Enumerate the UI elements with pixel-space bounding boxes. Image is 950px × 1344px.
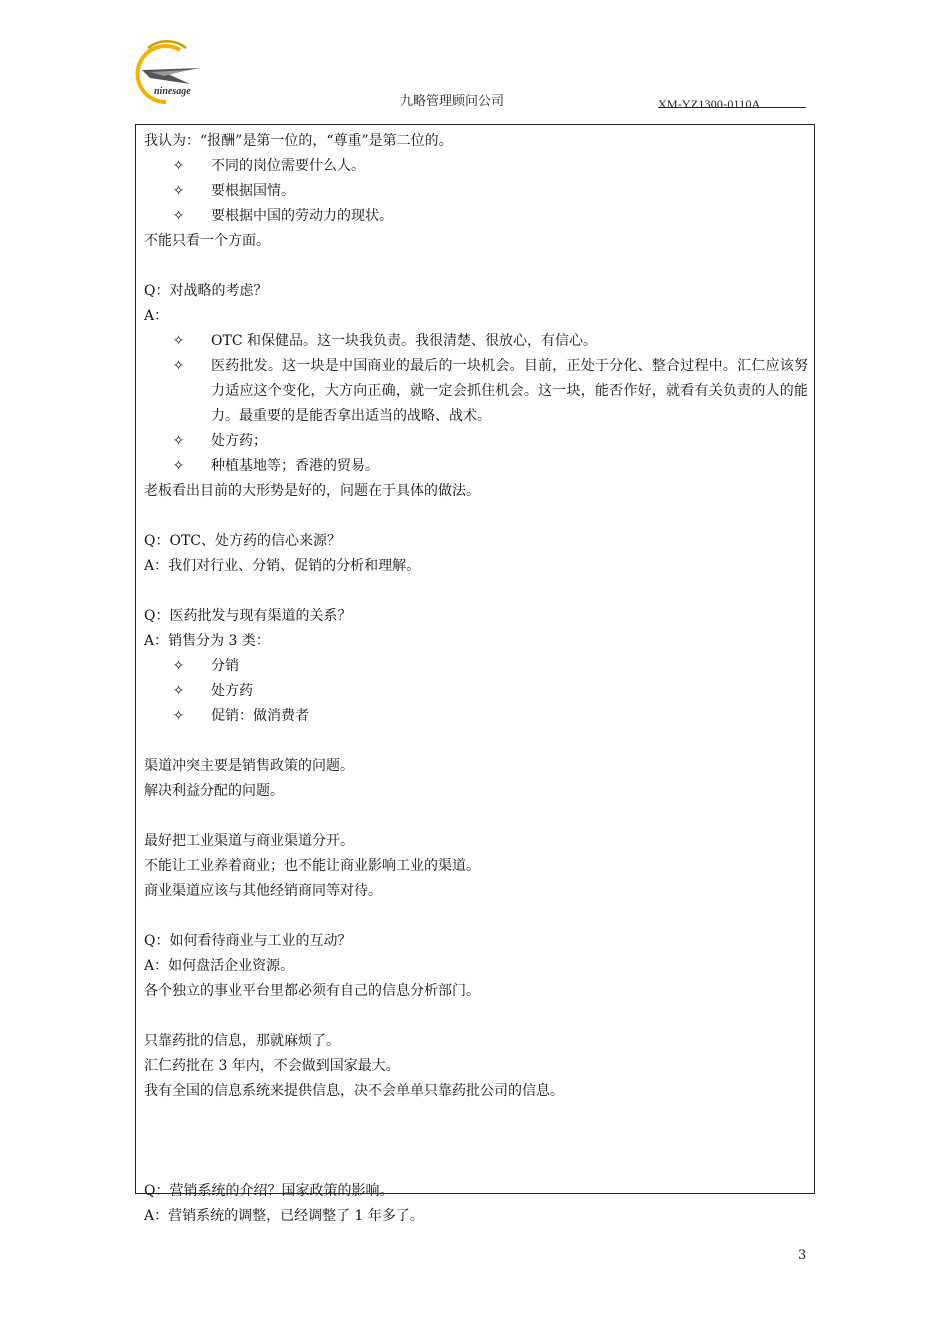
paragraph: 不能只看一个方面。 bbox=[144, 233, 270, 249]
page-number: 3 bbox=[798, 1248, 807, 1263]
question: Q：如何看待商业与工业的互动？ bbox=[144, 933, 352, 949]
answer: A：销售分为 3 类： bbox=[144, 633, 270, 649]
bullet-icon: ✧ bbox=[172, 683, 185, 699]
bullet-item: ✧ 要根据中国的劳动力的现状。 bbox=[144, 204, 808, 229]
bullet-icon: ✧ bbox=[172, 458, 185, 474]
paragraph: 不能让工业养着商业；也不能让商业影响工业的渠道。 bbox=[144, 858, 480, 874]
paragraph: 各个独立的事业平台里都必须有自己的信息分析部门。 bbox=[144, 983, 480, 999]
bullet-item: ✧ 处方药； bbox=[144, 429, 808, 454]
bullet-item: ✧ 要根据国情。 bbox=[144, 179, 808, 204]
header-document-code: XM-YZ1300-0110A bbox=[658, 97, 761, 111]
content-frame bbox=[135, 124, 815, 1224]
bullet-item: ✧ 不同的岗位需要什么人。 bbox=[144, 154, 808, 179]
bullet-item: ✧ 医药批发。这一块是中国商业的最后的一块机会。目前，正处于分化、整合过程中。汇仁应该努力适应这个变化，大方向正确，就一定会抓住机会。这一块，能否作好，就看有关负责的人的能力。最重要的是能否拿出适当的战略、战术。 bbox=[144, 354, 808, 429]
bullet-item: ✧ 促销：做消费者 bbox=[144, 704, 808, 729]
answer: A：营销系统的调整，已经调整了 1 年多了。 bbox=[144, 1208, 424, 1224]
question: Q：营销系统的介绍？国家政策的影响。 bbox=[144, 1183, 394, 1199]
bullet-item: ✧ 处方药 bbox=[144, 679, 808, 704]
bullet-item: ✧ OTC 和保健品。这一块我负责。我很清楚、很放心，有信心。 bbox=[144, 329, 808, 354]
paragraph: 只靠药批的信息，那就麻烦了。 bbox=[144, 1033, 340, 1049]
header-company-name: 九略管理顾问公司 bbox=[400, 94, 505, 109]
paragraph: 渠道冲突主要是销售政策的问题。 bbox=[144, 758, 354, 774]
bullet-item: ✧ 分销 bbox=[144, 654, 808, 679]
bullet-icon: ✧ bbox=[172, 433, 185, 449]
answer: A：我们对行业、分销、促销的分析和理解。 bbox=[144, 558, 421, 574]
bullet-icon: ✧ bbox=[172, 183, 185, 199]
paragraph: 老板看出目前的大形势是好的，问题在于具体的做法。 bbox=[144, 483, 480, 499]
logo-text: ninesage bbox=[154, 86, 191, 97]
paragraph: 最好把工业渠道与商业渠道分开。 bbox=[144, 833, 354, 849]
paragraph: 商业渠道应该与其他经销商同等对待。 bbox=[144, 883, 382, 899]
paragraph: 我有全国的信息系统来提供信息，决不会单单只靠药批公司的信息。 bbox=[144, 1083, 564, 1099]
bullet-icon: ✧ bbox=[172, 358, 185, 374]
bullet-icon: ✧ bbox=[172, 333, 185, 349]
answer: A： bbox=[144, 308, 169, 324]
paragraph: 解决利益分配的问题。 bbox=[144, 783, 284, 799]
paragraph: 汇仁药批在 3 年内，不会做到国家最大。 bbox=[144, 1058, 400, 1074]
answer: A：如何盘活企业资源。 bbox=[144, 958, 295, 974]
bullet-icon: ✧ bbox=[172, 658, 185, 674]
bullet-item: ✧ 种植基地等；香港的贸易。 bbox=[144, 454, 808, 479]
bullet-icon: ✧ bbox=[172, 208, 185, 224]
company-logo bbox=[128, 40, 228, 110]
header-underline bbox=[658, 107, 806, 108]
bullet-icon: ✧ bbox=[172, 708, 185, 724]
question: Q：医药批发与现有渠道的关系？ bbox=[144, 608, 352, 624]
question: Q：对战略的考虑？ bbox=[144, 283, 268, 299]
paragraph: 我认为：“报酬”是第一位的，“尊重”是第二位的。 bbox=[144, 133, 453, 149]
question: Q：OTC、处方药的信心来源？ bbox=[144, 533, 342, 549]
bullet-icon: ✧ bbox=[172, 158, 185, 174]
document-body bbox=[144, 129, 808, 1229]
